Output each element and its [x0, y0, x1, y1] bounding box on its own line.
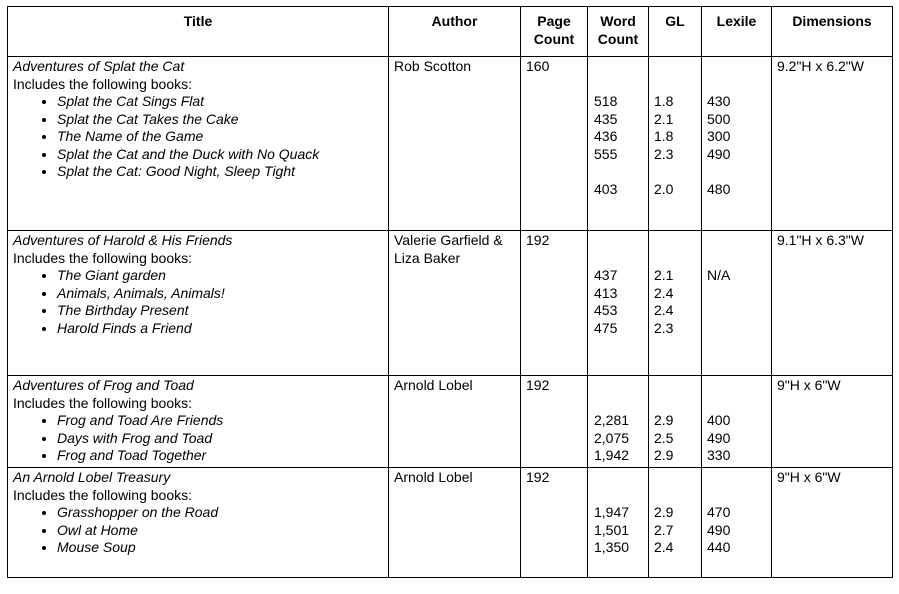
title-cell: [8, 231, 389, 376]
word-count: 413: [594, 284, 618, 301]
header-dimensions: Dimensions: [772, 7, 893, 57]
word-count: 1,947: [594, 504, 630, 520]
lexile-value: 490: [707, 145, 731, 162]
gl-value: 2.7: [654, 521, 674, 538]
includes-label: Includes the following books:: [13, 75, 192, 92]
word-count: 518: [594, 93, 618, 109]
author-line: Rob Scotton: [394, 58, 472, 74]
word-count: 437: [594, 267, 618, 283]
series-title: An Arnold Lobel Treasury: [13, 469, 171, 485]
title-cell: [8, 57, 389, 231]
lexile-cell: [702, 376, 772, 468]
book-item: • Grasshopper on the Road: [57, 504, 383, 522]
lexile-value: 490: [707, 429, 731, 446]
gl-value: 2.1: [654, 110, 674, 127]
series-title: Adventures of Frog and Toad: [13, 377, 194, 393]
lexile-value: 300: [707, 128, 731, 144]
lexile-value: 470: [707, 504, 731, 520]
gl-value: 2.0: [654, 180, 674, 197]
table-row: [8, 376, 893, 468]
word-count-cell: [588, 231, 649, 376]
book-item: • The Giant garden: [57, 267, 383, 285]
includes-label: Includes the following books:: [13, 249, 192, 266]
gl-cell: [649, 376, 702, 468]
author-line: Arnold Lobel: [394, 469, 473, 485]
gl-value: 2.4: [654, 284, 674, 301]
series-title: Adventures of Splat the Cat: [13, 58, 185, 74]
table-row: [8, 231, 893, 376]
gl-value: 2.3: [654, 145, 674, 162]
author-cell: [389, 468, 521, 578]
table-row: [8, 57, 893, 231]
word-count: 555: [594, 145, 618, 162]
gl-value: 2.4: [654, 302, 674, 318]
gl-value: 2.4: [654, 539, 674, 555]
gl-cell: [649, 57, 702, 231]
dimensions-cell: 9.1"H x 6.3"W: [772, 231, 893, 376]
author-line: Arnold Lobel: [394, 377, 473, 393]
book-item: • Frog and Toad Together: [57, 447, 383, 465]
word-count: 453: [594, 302, 618, 318]
header-page-count-line1: Page: [537, 13, 571, 29]
author-cell: [389, 231, 521, 376]
author-cell: [389, 376, 521, 468]
word-count: 475: [594, 319, 618, 336]
gl-value: 2.1: [654, 267, 674, 283]
lexile-value: 490: [707, 521, 731, 538]
word-count: 435: [594, 110, 618, 127]
includes-label: Includes the following books:: [13, 394, 192, 411]
book-item: • Owl at Home: [57, 522, 383, 540]
book-item: • Days with Frog and Toad: [57, 430, 383, 448]
book-item: • Frog and Toad Are Friends: [57, 412, 383, 430]
book-list: [13, 504, 383, 557]
gl-value: 2.3: [654, 319, 674, 336]
lexile-value: 430: [707, 93, 731, 109]
lexile-value: 330: [707, 447, 731, 463]
word-count: 2,281: [594, 412, 630, 428]
page-count-cell: 192: [521, 468, 588, 578]
header-word-count: [588, 7, 649, 57]
word-count: 1,501: [594, 521, 630, 538]
book-item: • Splat the Cat Sings Flat: [57, 93, 383, 111]
word-count: 1,350: [594, 539, 630, 555]
title-cell: [8, 376, 389, 468]
author-line: Valerie Garfield &: [394, 232, 503, 248]
header-row: [8, 7, 893, 57]
lexile-cell: [702, 231, 772, 376]
book-item: • Splat the Cat and the Duck with No Quack: [57, 146, 383, 164]
gl-cell: [649, 468, 702, 578]
gl-value: 1.8: [654, 93, 674, 109]
word-count-cell: [588, 468, 649, 578]
book-item: • The Birthday Present: [57, 302, 383, 320]
header-author: Author: [389, 7, 521, 57]
gl-value: 2.9: [654, 412, 674, 428]
book-item: • Harold Finds a Friend: [57, 320, 383, 338]
book-item: • Mouse Soup: [57, 539, 383, 557]
gl-value: 2.9: [654, 447, 674, 463]
word-count: 1,942: [594, 447, 630, 463]
lexile-cell: [702, 468, 772, 578]
header-word-count-line2: Count: [597, 30, 639, 47]
word-count: 436: [594, 128, 618, 144]
lexile-value: 440: [707, 539, 731, 555]
table-row: [8, 468, 893, 578]
header-page-count-line2: Count: [533, 30, 575, 47]
lexile-value: 400: [707, 412, 731, 428]
book-table: [7, 6, 893, 578]
dimensions-cell: 9"H x 6"W: [772, 376, 893, 468]
book-item: • The Name of the Game: [57, 128, 383, 146]
lexile-value: N/A: [707, 267, 731, 283]
book-item: • Splat the Cat: Good Night, Sleep Tight: [57, 163, 383, 181]
header-word-count-line1: Word: [600, 13, 636, 29]
word-count-cell: [588, 57, 649, 231]
gl-cell: [649, 231, 702, 376]
title-cell: [8, 468, 389, 578]
book-list: [13, 412, 383, 465]
header-page-count: [521, 7, 588, 57]
author-cell: [389, 57, 521, 231]
page-count-cell: 192: [521, 376, 588, 468]
page-count-cell: 160: [521, 57, 588, 231]
lexile-value: 500: [707, 110, 731, 127]
word-count: 2,075: [594, 429, 630, 446]
lexile-cell: [702, 57, 772, 231]
header-title: Title: [8, 7, 389, 57]
gl-value: 2.5: [654, 429, 674, 446]
dimensions-cell: 9"H x 6"W: [772, 468, 893, 578]
lexile-value: 480: [707, 180, 731, 197]
book-item: • Animals, Animals, Animals!: [57, 285, 383, 303]
gl-value: 2.9: [654, 504, 674, 520]
book-item: • Splat the Cat Takes the Cake: [57, 111, 383, 129]
book-list: [13, 267, 383, 337]
word-count: 403: [594, 180, 618, 197]
author-line: Liza Baker: [394, 249, 461, 266]
word-count-cell: [588, 376, 649, 468]
dimensions-cell: 9.2"H x 6.2"W: [772, 57, 893, 231]
header-lexile: Lexile: [702, 7, 772, 57]
series-title: Adventures of Harold & His Friends: [13, 232, 233, 248]
gl-value: 1.8: [654, 128, 674, 144]
includes-label: Includes the following books:: [13, 486, 192, 503]
header-gl: GL: [649, 7, 702, 57]
page-count-cell: 192: [521, 231, 588, 376]
book-list: [13, 93, 383, 181]
